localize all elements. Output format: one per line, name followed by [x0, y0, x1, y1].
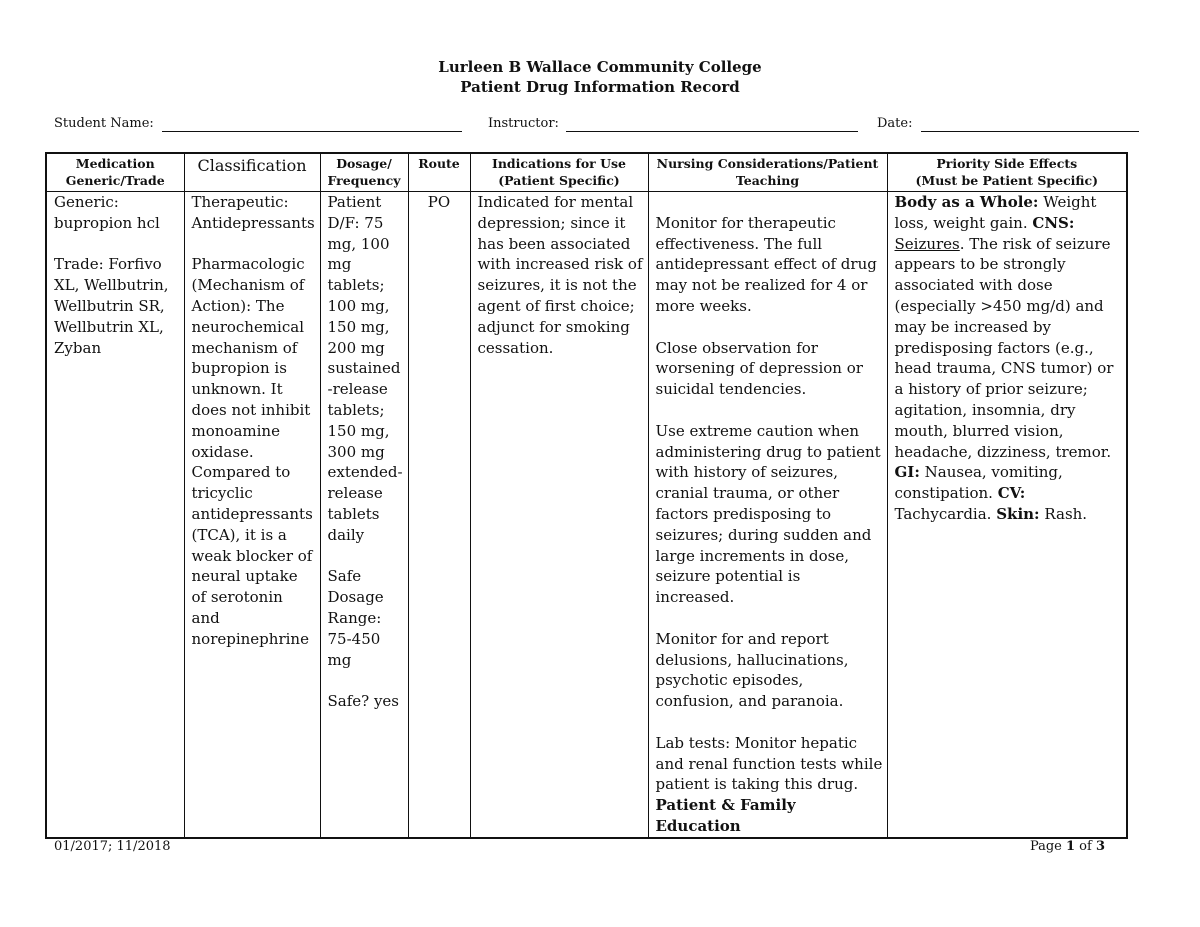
header-route: Route: [408, 153, 470, 192]
form-fields-row: [54, 116, 1144, 136]
page-total: 3: [1095, 839, 1105, 854]
nursing-text: Monitor for therapeutic effectiveness. The full antidepressant effect of drug may not be realized for 4 or more weeks. Close observation for worsening of depression or suicidal tendencies. Use extreme caution when administering drug to patient with history of seizures, cranial trauma, or other factors predisposing to seizures; during sudden and large increments in dose, seizure potential is increased. Monitor for and report delusions, hallucinations, psychotic episodes, confusion, and paranoia. Lab tests: Monitor hepatic and renal function tests while patient is taking this drug.: [655, 213, 883, 794]
gi-text: Nausea, vomiting, constipation.: [894, 463, 1068, 503]
cv-text: Tachycardia.: [894, 484, 1031, 523]
footer-dates: 01/2017; 11/2018: [54, 839, 171, 854]
record-title: Patient Drug Information Record: [460, 78, 740, 96]
header-row: [46, 153, 1127, 192]
education-heading: Patient & Family Education: [655, 796, 801, 835]
cell-nursing: [648, 192, 887, 838]
student-name-line[interactable]: [162, 131, 462, 132]
page-indicator: [1030, 839, 1105, 854]
header-classification: Classification: [184, 153, 320, 192]
date-line[interactable]: [921, 131, 1139, 132]
cv-label: CV:: [997, 484, 1026, 503]
cns-text: . The risk of seizure appears to be strongly associated with dose (especially >450 mg/d) and may be increased by predisposing factors (e.g., head trauma, CNS tumor) or a history of prior seizure; agitation, insomnia, dry mouth, blurred vision, headache, dizziness, tremor.: [894, 234, 1119, 461]
instructor-label: Instructor:: [488, 116, 559, 131]
cell-dosage: Patient D/F: 75 mg, 100 mg tablets; 100 mg, 150 mg, 200 mg sustained -release tablets; 150 mg, 300 mg extended-release tablets daily Safe Dosage Range: 75-450 mg Safe? yes: [320, 192, 408, 838]
cns-label: CNS:: [1032, 213, 1075, 232]
header-side-effects: Priority Side Effects (Must be Patient Specific): [887, 153, 1127, 192]
page-of: of: [1075, 839, 1096, 854]
cell-side-effects: [887, 192, 1127, 838]
body-whole-label: Body as a Whole:: [894, 193, 1039, 211]
body-whole-text: Weight loss, weight gain.: [894, 193, 1102, 232]
gi-label: GI:: [894, 463, 920, 482]
page-current: 1: [1066, 839, 1076, 854]
cell-indications: Indicated for mental depression; since it has been associated with increased risk of seizures, it is not the agent of first choice; adjunct for smoking cessation.: [470, 192, 648, 838]
header-dosage: Dosage/ Frequency: [320, 153, 408, 192]
cell-classification: Therapeutic: Antidepressants Pharmacologic (Mechanism of Action): The neurochemical mechanism of bupropion is unknown. It does not inhibit monoamine oxidase. Compared to tricyclic antidepressants (TCA), it is a weak blocker of neural uptake of serotonin and norepinephrine: [184, 192, 320, 838]
header-medication: Medication Generic/Trade: [46, 153, 184, 192]
college-name: Lurleen B Wallace Community College: [438, 58, 762, 76]
instructor-line[interactable]: [566, 131, 858, 132]
table-row: [46, 192, 1127, 838]
skin-label: Skin:: [996, 504, 1040, 523]
cell-medication: Generic: bupropion hcl Trade: Forfivo XL, Wellbutrin, Wellbutrin SR, Wellbutrin XL, Zyban: [46, 192, 184, 838]
header-nursing: Nursing Considerations/Patient Teaching: [648, 153, 887, 192]
date-label: Date:: [877, 116, 913, 131]
student-name-label: Student Name:: [54, 116, 154, 131]
drug-record-table: [45, 152, 1128, 839]
skin-text: Rash.: [1039, 504, 1088, 523]
cell-route: PO: [408, 192, 470, 838]
header-indications: Indications for Use (Patient Specific): [470, 153, 648, 192]
page-prefix: Page: [1029, 839, 1066, 854]
seizures-text: Seizures: [894, 234, 960, 253]
